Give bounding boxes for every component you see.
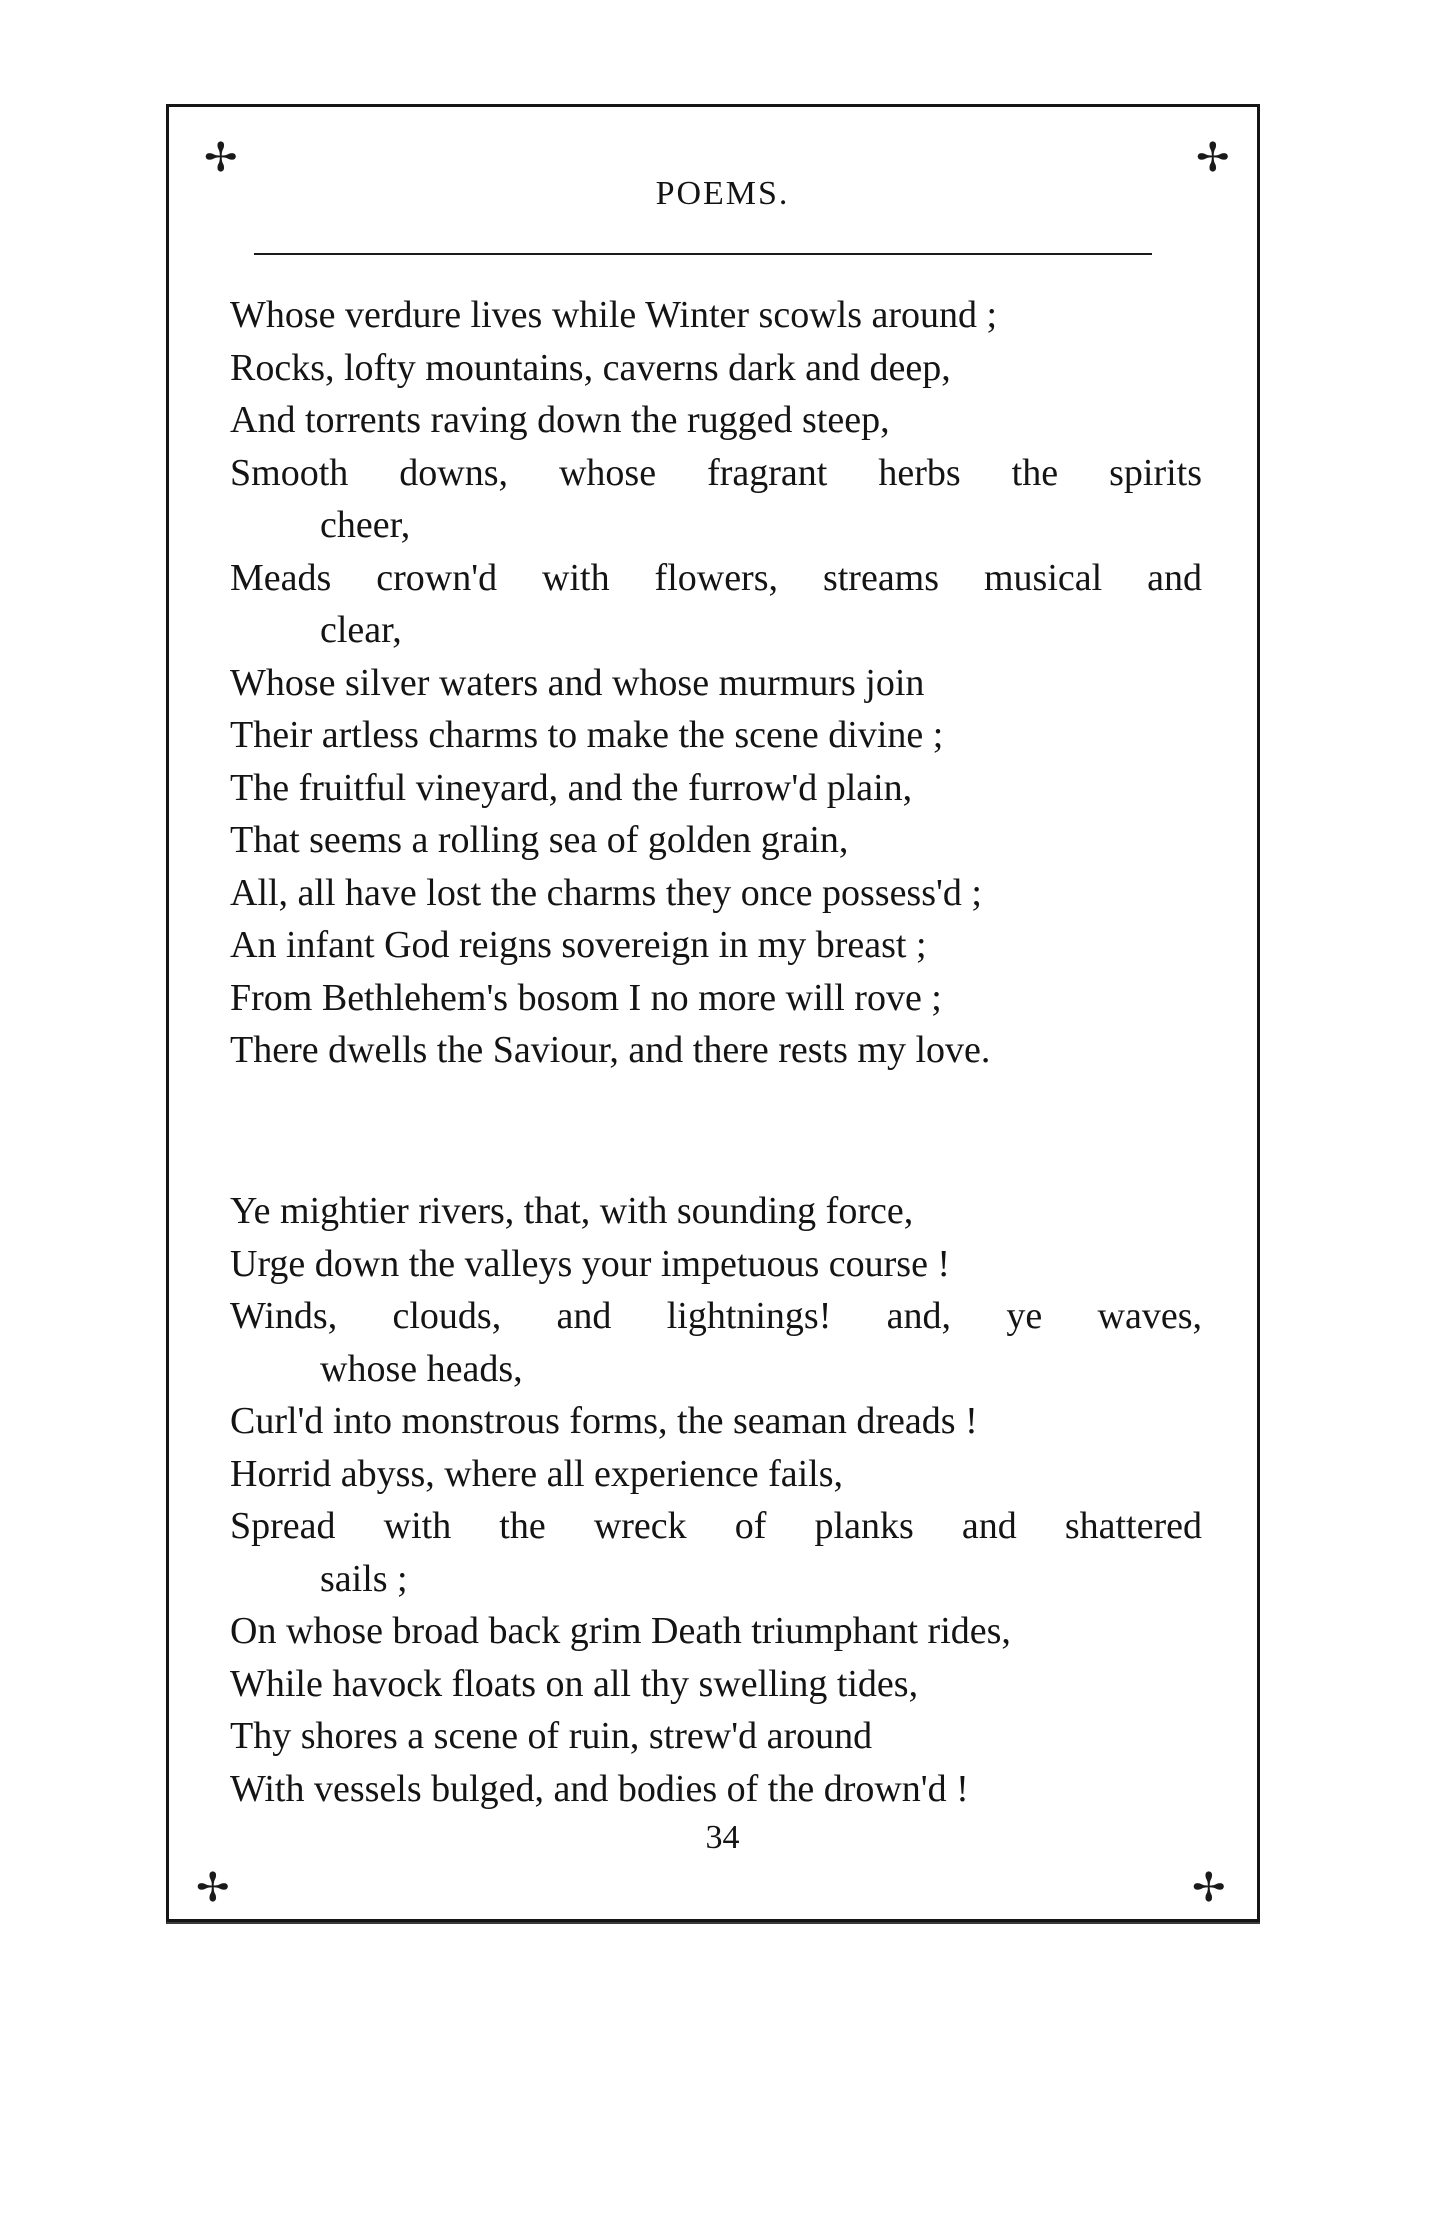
poem-line: Urge down the valleys your impetuous course ! bbox=[230, 1242, 951, 1285]
poem-line: From Bethlehem's bosom I no more will rove ; bbox=[230, 976, 942, 1019]
poem-line: With vessels bulged, and bodies of the drown'd ! bbox=[230, 1767, 969, 1810]
poem-line: Winds, clouds, and lightnings! and, ye waves, bbox=[230, 1295, 1202, 1337]
stanza bbox=[230, 1185, 1202, 1815]
cross-ornament-icon: ✢ bbox=[196, 1865, 230, 1910]
poem-line: While havock floats on all thy swelling tides, bbox=[230, 1662, 919, 1705]
poem-line: Ye mightier rivers, that, with sounding force, bbox=[230, 1190, 914, 1232]
poem-line: Thy shores a scene of ruin, strew'd around bbox=[230, 1715, 873, 1757]
cross-ornament-icon: ✢ bbox=[204, 135, 238, 180]
poem-line: All, all have lost the charms they once possess'd ; bbox=[230, 871, 982, 914]
poem-line: Meads crown'd with flowers, streams musical and bbox=[230, 556, 1202, 599]
poem-line: Horrid abyss, where all experience fails, bbox=[230, 1452, 844, 1495]
poem-line: The fruitful vineyard, and the furrow'd plain, bbox=[230, 766, 913, 809]
bottom-rule bbox=[166, 1922, 1260, 1924]
running-header: POEMS. bbox=[655, 175, 790, 212]
poem-line-continuation: cheer, bbox=[320, 504, 411, 546]
poem-line: There dwells the Saviour, and there rests my love. bbox=[230, 1029, 991, 1071]
stanza bbox=[230, 289, 1202, 1077]
poem-line: Whose verdure lives while Winter scowls around ; bbox=[230, 294, 998, 336]
poem-line: Spread with the wreck of planks and shattered bbox=[230, 1505, 1202, 1547]
poem-line: Their artless charms to make the scene divine ; bbox=[230, 714, 944, 756]
poem-line: An infant God reigns sovereign in my breast ; bbox=[230, 924, 927, 966]
poem-line: Smooth downs, whose fragrant herbs the spirits bbox=[230, 451, 1202, 494]
poem-line: Whose silver waters and whose murmurs join bbox=[230, 661, 925, 704]
cross-ornament-icon: ✢ bbox=[1192, 1865, 1226, 1910]
poem-line-continuation: sails ; bbox=[320, 1557, 408, 1600]
cross-ornament-icon: ✢ bbox=[1196, 135, 1230, 180]
poem-line-continuation: clear, bbox=[320, 609, 402, 651]
poem-line: That seems a rolling sea of golden grain, bbox=[230, 819, 849, 861]
poem-line: Curl'd into monstrous forms, the seaman dreads ! bbox=[230, 1400, 978, 1442]
poem-line: And torrents raving down the rugged steep, bbox=[230, 399, 890, 441]
poem-line: Rocks, lofty mountains, caverns dark and deep, bbox=[230, 346, 951, 389]
poem-line: On whose broad back grim Death triumphant rides, bbox=[230, 1610, 1011, 1652]
page-number: 34 bbox=[705, 1819, 740, 1856]
poem-line-continuation: whose heads, bbox=[320, 1347, 523, 1390]
header-rule bbox=[254, 253, 1152, 255]
